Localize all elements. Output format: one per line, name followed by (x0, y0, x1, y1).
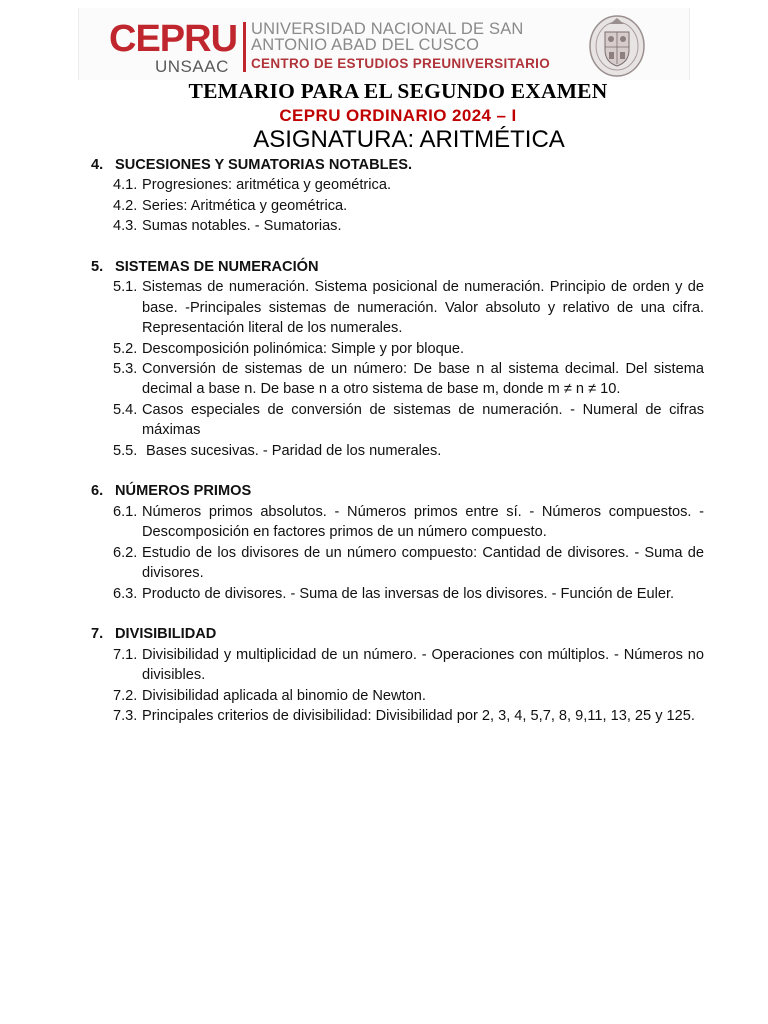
cepru-logo (109, 18, 244, 74)
page-subtitle: CEPRU ORDINARIO 2024 – I (279, 106, 517, 125)
syllabus-section (91, 624, 704, 726)
item-text: Números primos absolutos. - Números primos entre sí. - Números compuestos. - Descomposición en factores primos de un número compuesto. (142, 503, 704, 541)
section-number: 6. (91, 483, 104, 500)
item-text: Casos especiales de conversión de sistemas de numeración. - Numeral de cifras máximas (142, 401, 704, 439)
syllabus-item (91, 584, 704, 604)
section-title: NÚMEROS PRIMOS (115, 483, 252, 500)
syllabus-item (91, 502, 704, 543)
item-text: Principales criterios de divisibilidad: Divisibilidad por 2, 3, 4, 5,7, 8, 9,11, 13, 25 y 125. (142, 707, 695, 724)
item-text: Conversión de sistemas de un número: De base n al sistema decimal. Del sistema decimal a base n. De base n a otro sistema de base m, donde m ≠ n ≠ 10. (142, 361, 704, 398)
item-number: 4.2. (113, 197, 138, 214)
institution-line-3: CENTRO DE ESTUDIOS PREUNIVERSITARIO (251, 56, 551, 71)
institution-line-2: ANTONIO ABAD DEL CUSCO (251, 36, 480, 54)
syllabus-item (91, 400, 704, 441)
logo-main-text: CEPRU (109, 18, 238, 60)
syllabus-item (91, 339, 704, 359)
syllabus-section (91, 481, 704, 603)
item-text: Sumas notables. - Sumatorias. (142, 218, 342, 235)
item-number: 7.3. (113, 707, 138, 724)
section-heading (91, 481, 704, 501)
page-title: TEMARIO PARA EL SEGUNDO EXAMEN (188, 79, 608, 103)
item-number: 4.1. (113, 177, 138, 194)
item-number: 7.1. (113, 646, 138, 663)
section-title: SISTEMAS DE NUMERACIÓN (115, 259, 319, 276)
institution-line-1: UNIVERSIDAD NACIONAL DE SAN (251, 20, 524, 38)
item-text: Progresiones: aritmética y geométrica. (142, 177, 392, 194)
syllabus-item (91, 543, 704, 584)
subject-heading: ASIGNATURA: ARITMÉTICA (253, 126, 565, 153)
section-heading (91, 624, 704, 644)
section-number: 7. (91, 626, 104, 643)
item-number: 6.1. (113, 503, 138, 520)
syllabus-item (91, 196, 704, 216)
item-number: 5.4. (113, 401, 138, 418)
item-number: 5.1. (113, 279, 138, 296)
item-number: 5.5. (113, 442, 138, 459)
syllabus-item (91, 686, 704, 706)
university-seal-icon (586, 12, 648, 78)
syllabus-item (91, 277, 704, 338)
item-text: Series: Aritmética y geométrica. (142, 197, 348, 214)
item-text: Estudio de los divisores de un número compuesto: Cantidad de divisores. - Suma de divisores. (142, 544, 704, 582)
syllabus-section (91, 257, 704, 461)
item-number: 7.2. (113, 687, 138, 704)
item-number: 5.2. (113, 340, 138, 357)
syllabus-item (91, 441, 704, 461)
section-number: 4. (91, 157, 104, 173)
section-heading (91, 257, 704, 277)
section-heading (91, 155, 704, 175)
syllabus-content (91, 155, 704, 747)
item-number: 6.2. (113, 544, 138, 561)
item-number: 4.3. (113, 218, 138, 235)
item-text: Descomposición polinómica: Simple y por bloque. (142, 340, 465, 357)
logo-divider (243, 22, 246, 72)
item-text: Producto de divisores. - Suma de las inversas de los divisores. - Función de Euler. (142, 585, 675, 602)
section-title: SUCESIONES Y SUMATORIAS NOTABLES. (115, 157, 413, 173)
syllabus-item (91, 175, 704, 195)
section-title: DIVISIBILIDAD (115, 626, 217, 643)
syllabus-section (91, 155, 704, 237)
item-text: Divisibilidad aplicada al binomio de Newton. (142, 687, 426, 704)
syllabus-item (91, 706, 704, 726)
syllabus-item (91, 359, 704, 400)
section-number: 5. (91, 259, 104, 276)
item-number: 5.3. (113, 361, 138, 378)
item-number: 6.3. (113, 585, 138, 602)
syllabus-item (91, 216, 704, 236)
institution-name (251, 21, 581, 72)
logo-sub-text: UNSAAC (155, 57, 229, 76)
item-text: Bases sucesivas. - Paridad de los numerales. (142, 442, 442, 459)
item-text: Divisibilidad y multiplicidad de un número. - Operaciones con múltiplos. - Números no divisibles. (142, 646, 704, 684)
item-text: Sistemas de numeración. Sistema posicional de numeración. Principio de orden y de base. -Principales sistemas de numeración. Valor absoluto y relativo de una cifra. Representación literal de los numerales. (142, 279, 704, 337)
syllabus-item (91, 645, 704, 686)
header-banner (78, 8, 690, 80)
